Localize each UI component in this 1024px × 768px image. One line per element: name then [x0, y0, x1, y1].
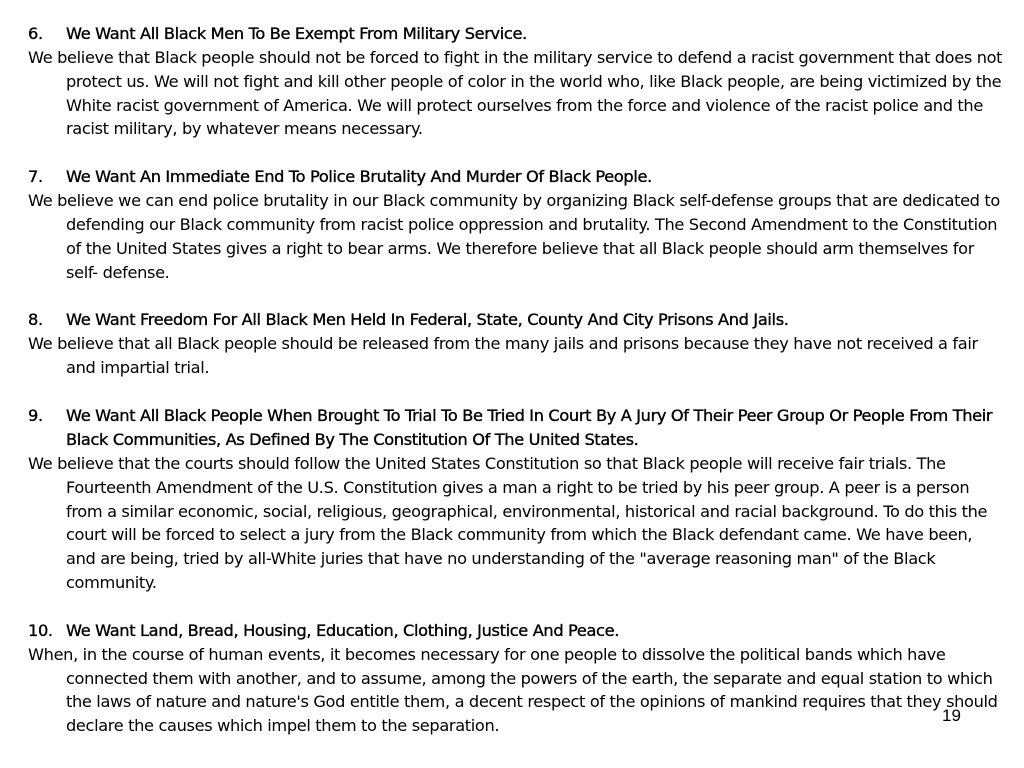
slide-content [28, 22, 1003, 738]
point-heading [28, 165, 1003, 189]
point-heading-text: We Want Land, Bread, Housing, Education, Clothing, Justice And Peace. [66, 620, 620, 640]
list-item-10 [28, 619, 1003, 738]
list-item-9 [28, 404, 1003, 595]
list-item-6 [28, 22, 1003, 141]
point-heading [28, 308, 1003, 332]
point-body: We believe that the courts should follow the United States Constitution so that Black people will receive fair trials. The Fourteenth Amendment of the U.S. Constitution gives a man a right to be tried by his peer group. A peer is a person from a similar economic, social, religious, geographical, environmental, historical and racial background. To do this the court will be forced to select a jury from the Black community from which the Black defendant came. We have been, and are being, tried by all-White juries that have no understanding of the "average reasoning man" of the Black community. [28, 453, 988, 592]
point-heading-text: We Want All Black People When Brought To Trial To Be Tried In Court By A Jury Of Their Peer Group Or People From Their Black Communities, As Defined By The Constitution Of The United States. [66, 405, 993, 449]
point-number: 7. [28, 167, 43, 187]
point-heading [28, 619, 1003, 643]
point-heading-text: We Want Freedom For All Black Men Held In Federal, State, County And City Prisons And Jails. [66, 310, 789, 330]
point-body: We believe we can end police brutality in our Black community by organizing Black self-defense groups that are dedicated to defending our Black community from racist police oppression and brutality. The Second Amendment to the Constitution of the United States gives a right to bear arms. We therefore believe that all Black people should arm themselves for self- defense. [28, 191, 1000, 282]
list-item-8 [28, 308, 1003, 380]
page-number: 19 [942, 706, 961, 725]
point-number: 6. [28, 24, 43, 43]
point-body: We believe that all Black people should be released from the many jails and prisons because they have not received a fair and impartial trial. [28, 334, 978, 378]
point-body: When, in the course of human events, it becomes necessary for one people to dissolve the political bands which have connected them with another, and to assume, among the powers of the earth, the separate and equal station to which the laws of nature and nature's God entitle them, a decent respect of the opinions of mankind requires that they should declare the causes which impel them to the separation. [28, 644, 998, 736]
point-number: 10. [28, 620, 53, 640]
point-heading-text: We Want An Immediate End To Police Brutality And Murder Of Black People. [66, 167, 652, 187]
point-heading [28, 22, 1003, 46]
list-item-7 [28, 165, 1003, 284]
point-body: We believe that Black people should not be forced to fight in the military service to defend a racist government that does not protect us. We will not fight and kill other people of color in the world who, like Black people, are being victimized by the White racist government of America. We will protect ourselves from the force and violence of the racist police and the racist military, by whatever means necessary. [28, 48, 1003, 139]
point-number: 8. [28, 310, 43, 330]
point-heading [28, 404, 1003, 452]
point-heading-text: We Want All Black Men To Be Exempt From Military Service. [66, 24, 527, 43]
point-number: 9. [28, 405, 43, 425]
